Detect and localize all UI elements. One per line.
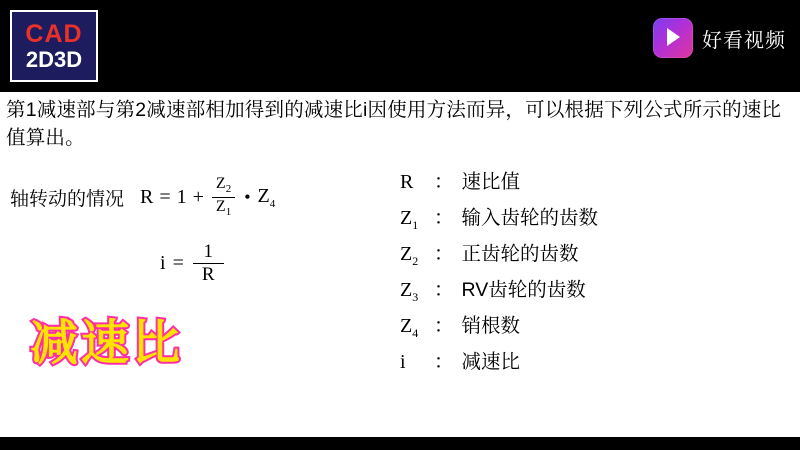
fraction-denominator-2: R — [193, 263, 224, 285]
legend-colon: ： — [434, 207, 454, 229]
cad-logo — [10, 10, 98, 82]
legend-symbol: $Z_3$ — [400, 279, 419, 304]
watermark — [653, 18, 786, 58]
formula-lhs-r: R — [140, 185, 154, 208]
watermark-label: 好看视频 — [702, 29, 786, 52]
bottom-letterbox-band — [0, 437, 800, 450]
overlay-title: 减速比 — [30, 317, 184, 370]
fraction-numerator: $Z_2$ — [215, 175, 232, 196]
legend-item — [400, 208, 598, 231]
legend-symbol: $Z_4$ — [400, 315, 419, 340]
legend-item — [400, 316, 598, 339]
legend-colon: ： — [434, 351, 454, 373]
logo-line-2: 2D3D — [25, 46, 83, 72]
fraction-denominator: $Z_1$ — [212, 197, 235, 219]
formula-multiply-dot: • — [244, 186, 251, 207]
formula-lhs-i: i — [160, 252, 166, 275]
legend-description: 正齿轮的齿数 — [461, 243, 579, 265]
legend-colon: ： — [434, 171, 454, 193]
formula-plus: + — [192, 185, 204, 208]
legend-colon: ： — [434, 315, 454, 337]
formula-fraction-z2-z1 — [212, 176, 235, 218]
formula-one: 1 — [176, 185, 187, 208]
formula-line-2 — [160, 242, 380, 285]
legend-item — [400, 280, 598, 303]
legend-description: 减速比 — [461, 351, 521, 373]
formula-line-1 — [10, 176, 380, 218]
formula-condition-label: 轴转动的情况 — [10, 188, 125, 210]
legend-description: 输入齿轮的齿数 — [461, 207, 599, 229]
body-paragraph: 第1减速部与第2减速部相加得到的减速比i因使用方法而异，可以根据下列公式所示的速比值算出。 — [6, 99, 782, 150]
fraction-numerator-2: 1 — [203, 241, 213, 263]
legend-symbol: i — [400, 351, 406, 373]
play-triangle-icon — [653, 18, 693, 58]
legend-item — [400, 244, 598, 267]
symbol-legend — [400, 172, 598, 388]
legend-symbol: $Z_1$ — [400, 207, 419, 232]
formula-block — [10, 176, 380, 285]
formula-fraction-1-r — [193, 242, 224, 285]
formula-equals-1: = — [159, 185, 171, 208]
formula-tail-z4: $Z_4$ — [257, 184, 276, 210]
legend-colon: ： — [434, 279, 454, 301]
formula-equals-2: = — [172, 252, 184, 275]
legend-description: 速比值 — [461, 171, 521, 193]
legend-item — [400, 352, 598, 375]
formula-expression-r — [140, 176, 275, 218]
legend-description: RV齿轮的齿数 — [461, 279, 586, 301]
logo-line-1: CAD — [25, 20, 83, 49]
legend-description: 销根数 — [461, 315, 521, 337]
legend-symbol: $Z_2$ — [400, 243, 419, 268]
legend-symbol: R — [400, 171, 414, 193]
legend-item — [400, 172, 598, 195]
legend-colon: ： — [434, 243, 454, 265]
